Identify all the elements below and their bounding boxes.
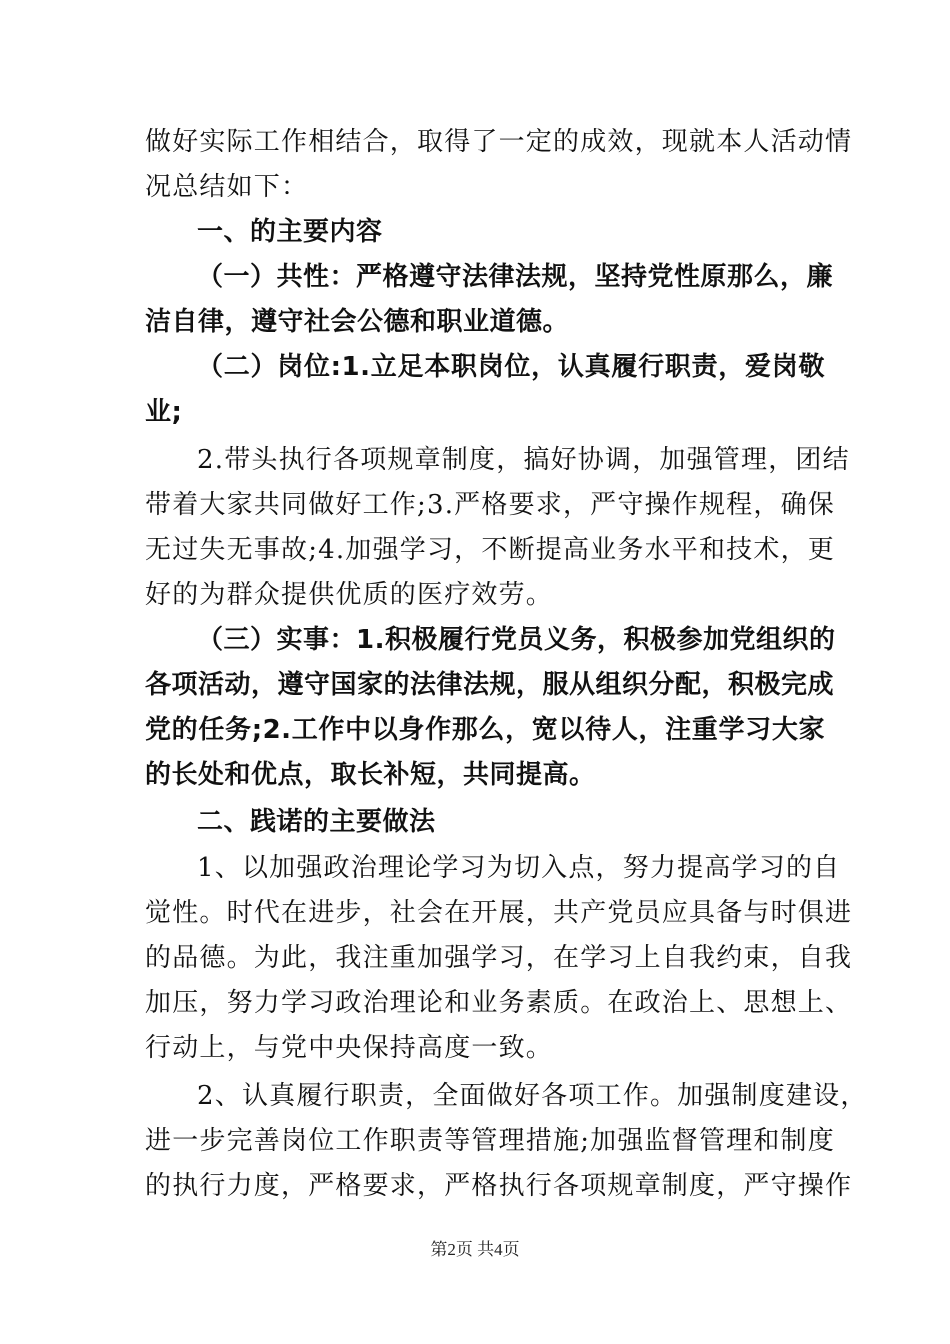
body-line-3: 2.带头执行各项规章制度，搞好协调，加强管理，团结 [197,445,850,475]
body-line-12: 2、认真履行职责，全面做好各项工作。加强制度建设， [197,1081,868,1111]
bold-line-6: 各项活动，遵守国家的法律法规，服从组织分配，积极完成 [145,670,835,700]
section-heading-1: 一、的主要内容 [197,217,383,247]
body-line-10: 加压，努力学习政治理论和业务素质。在政治上、思想上、 [145,988,853,1018]
bold-line-3: （二）岗位:1.立足本职岗位，认真履行职责，爱岗敬 [197,352,825,382]
body-line-14: 的执行力度，严格要求，严格执行各项规章制度，严守操作 [145,1171,853,1201]
bold-line-2: 洁自律，遵守社会公德和职业道德。 [145,307,570,337]
body-line-9: 的品德。为此，我注重加强学习，在学习上自我约束，自我 [145,943,853,973]
body-line-1: 做好实际工作相结合，取得了一定的成效，现就本人活动情 [145,127,853,157]
section-heading-2: 二、践诺的主要做法 [197,807,436,837]
bold-line-1: （一）共性：严格遵守法律法规，坚持党性原那么，廉 [197,262,834,292]
body-line-13: 进一步完善岗位工作职责等管理措施;加强监督管理和制度 [145,1126,835,1156]
body-line-8: 觉性。时代在进步，社会在开展，共产党员应具备与时俱进 [145,898,853,928]
bold-line-5: （三）实事：1.积极履行党员义务，积极参加党组织的 [197,625,836,655]
page-number-footer: 第2页 共4页 [430,1240,520,1259]
body-line-7: 1、以加强政治理论学习为切入点，努力提高学习的自 [197,853,841,883]
bold-line-7: 党的任务;2.工作中以身作那么，宽以待人，注重学习大家 [145,715,825,745]
bold-line-8: 的长处和优点，取长补短，共同提高。 [145,760,596,790]
body-line-6: 好的为群众提供优质的医疗效劳。 [145,580,554,610]
bold-line-4: 业; [145,397,183,427]
body-line-11: 行动上，与党中央保持高度一致。 [145,1033,554,1063]
body-line-4: 带着大家共同做好工作;3.严格要求，严守操作规程，确保 [145,490,835,520]
body-line-2: 况总结如下： [145,172,309,202]
body-line-5: 无过失无事故;4.加强学习，不断提高业务水平和技术，更 [145,535,835,565]
